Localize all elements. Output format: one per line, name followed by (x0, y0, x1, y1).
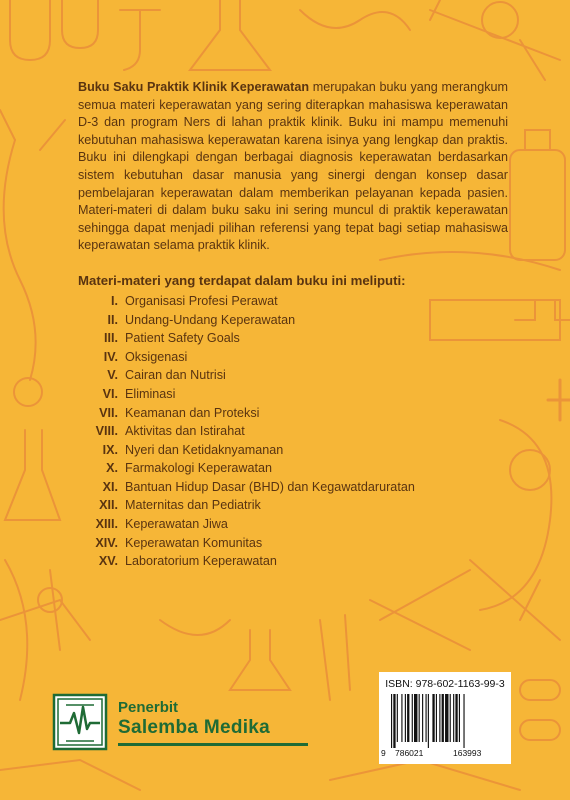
list-item-label: Cairan dan Nutrisi (125, 368, 226, 383)
list-item-label: Keamanan dan Proteksi (125, 405, 260, 420)
barcode-icon (387, 694, 503, 748)
list-item (78, 496, 508, 515)
list-item (78, 552, 508, 571)
list-item (78, 348, 508, 367)
list-item-label: Oksigenasi (125, 349, 188, 364)
list-item-label: Eliminasi (125, 386, 176, 401)
list-item-number: I. (111, 293, 118, 308)
list-item-label: Keperawatan Komunitas (125, 535, 263, 550)
list-item (78, 366, 508, 385)
list-item-number: IX. (102, 442, 118, 457)
list-item-label: Keperawatan Jiwa (125, 517, 228, 532)
publisher-block (52, 693, 312, 753)
list-item-number: XI. (102, 479, 118, 494)
barcode-digits-left: 9 (381, 748, 386, 758)
topics-heading: Materi-materi yang terdapat dalam buku ini meliputi: (78, 272, 406, 288)
intro-text: merupakan buku yang merangkum semua materi keperawatan yang sering diterapkan mahasiswa keperawatan D-3 dan program Ners di lahan praktik klinik. Buku ini mampu memenuhi kebutuhan mahasiswa keperawatan karena isinya yang lengkap dan praktis. Buku ini dilengkapi dengan berbagai diagnosis keperawatan berdasarkan sistem kebutuhan dasar manusia yang sinergi dengan konsep dasar pembelajaran keperawatan dalam memberikan pelayanan kepada pasien. Materi-materi di dalam buku saku ini sering muncul di praktik keperawatan sehingga dapat menjadi pilihan referensi yang tepat bagi setiap mahasiswa keperawatan selama praktik klinik. (78, 80, 508, 253)
description-block (78, 79, 508, 571)
publisher-name: Salemba Medika (118, 717, 271, 738)
list-item-label: Laboratorium Keperawatan (125, 554, 277, 569)
list-item (78, 441, 508, 460)
list-item-label: Bantuan Hidup Dasar (BHD) dan Kegawatdaruratan (125, 479, 415, 494)
list-item-label: Undang-Undang Keperawatan (125, 312, 296, 327)
list-item-label: Farmakologi Keperawatan (125, 461, 273, 476)
isbn-label: ISBN: 978-602-1163-99-3 (385, 678, 505, 690)
list-item-number: X. (106, 461, 118, 476)
list-item-label: Aktivitas dan Istirahat (125, 424, 245, 439)
intro-book-title: Buku Saku Praktik Klinik Keperawatan (78, 80, 310, 94)
list-item (78, 515, 508, 534)
list-item-number: V. (107, 368, 118, 383)
list-item (78, 329, 508, 348)
barcode-digits-right: 163993 (453, 748, 482, 758)
list-item-number: XII. (99, 498, 118, 513)
list-item-number: XIII. (95, 517, 118, 532)
publisher-label: Penerbit (118, 699, 179, 716)
list-item-number: II. (107, 312, 118, 327)
list-item (78, 422, 508, 441)
list-item-label: Nyeri dan Ketidaknyamanan (125, 442, 284, 457)
list-item (78, 292, 508, 311)
list-item-number: VIII. (95, 424, 118, 439)
list-item (78, 534, 508, 553)
list-item (78, 478, 508, 497)
list-item (78, 385, 508, 404)
list-item-number: XIV. (95, 535, 118, 550)
intro-paragraph (78, 79, 508, 255)
publisher-logo-icon (52, 693, 108, 751)
list-item (78, 311, 508, 330)
list-item-number: IV. (103, 349, 118, 364)
list-item-number: XV. (98, 554, 118, 569)
list-item-label: Patient Safety Goals (125, 331, 240, 346)
list-item (78, 404, 508, 423)
list-item-label: Organisasi Profesi Perawat (125, 293, 278, 308)
list-item-number: VII. (99, 405, 118, 420)
list-item-number: VI. (102, 386, 118, 401)
publisher-underline (118, 743, 308, 746)
list-item-label: Maternitas dan Pediatrik (125, 498, 261, 513)
barcode-digits-middle: 786021 (395, 748, 424, 758)
list-item (78, 459, 508, 478)
topics-list (78, 292, 508, 571)
list-item-number: III. (104, 331, 118, 346)
barcode-panel (379, 672, 511, 764)
